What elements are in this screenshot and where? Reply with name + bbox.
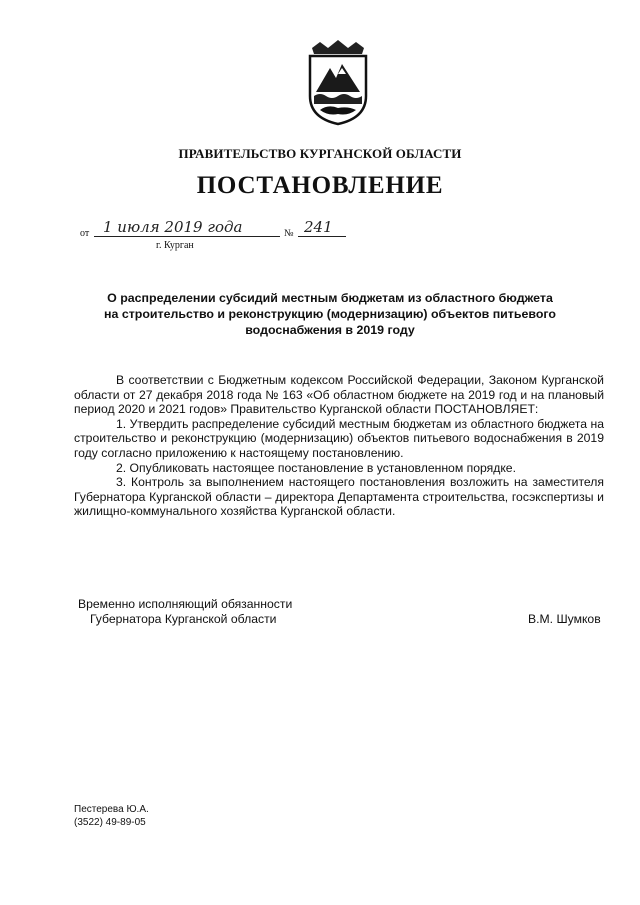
position-line: Временно исполняющий обязанности: [78, 597, 293, 611]
document-type-title: ПОСТАНОВЛЕНИЕ: [196, 172, 444, 199]
subject-line: О распределении субсидий местным бюджетам из областного бюджета: [107, 291, 553, 305]
resolution-item: 3. Контроль за выполнением настоящего постановления возложить на заместителя Губернатора Курганской области – директора Департамента строительства, госэкспертизы и жилищно-коммунального хозяйства Курганской области.: [74, 475, 604, 519]
executor-info: [74, 803, 149, 829]
executor-name: Пестерева Ю.А.: [74, 804, 149, 815]
number-prefix: №: [284, 228, 294, 239]
executor-phone: (3522) 49-89-05: [74, 817, 146, 828]
document-body: [74, 373, 604, 519]
position-line: Губернатора Курганской области: [90, 612, 277, 626]
subject-line: водоснабжения в 2019 году: [245, 323, 415, 337]
signatory-position: [78, 597, 292, 627]
signatory-name: В.М. Шумков: [528, 612, 601, 626]
preamble-paragraph: В соответствии с Бюджетным кодексом Российской Федерации, Законом Курганской области от 27 декабря 2018 года № 163 «Об областном бюджете на 2019 год и на плановый период 2020 и 2021 годов» Правительство Курганской области ПОСТАНОВЛЯЕТ:: [74, 373, 604, 417]
number-underline: [298, 236, 346, 237]
government-name: ПРАВИТЕЛЬСТВО КУРГАНСКОЙ ОБЛАСТИ: [178, 146, 462, 161]
coat-of-arms-icon: [302, 40, 374, 126]
subject-line: на строительство и реконструкцию (модернизацию) объектов питьевого: [104, 307, 556, 321]
handwritten-number: 241: [304, 218, 333, 236]
document-subject: [90, 290, 570, 338]
date-prefix: от: [80, 228, 90, 239]
handwritten-date: 1 июля 2019 года: [103, 218, 243, 236]
place-label: г. Курган: [156, 240, 194, 251]
resolution-item: 2. Опубликовать настоящее постановление в установленном порядке.: [116, 460, 516, 475]
resolution-item: 1. Утвердить распределение субсидий местным бюджетам из областного бюджета на строительство и реконструкцию (модернизацию) объектов питьевого водоснабжения в 2019 году согласно приложению к настоящему постановлению.: [74, 416, 604, 460]
date-underline: [94, 236, 280, 237]
